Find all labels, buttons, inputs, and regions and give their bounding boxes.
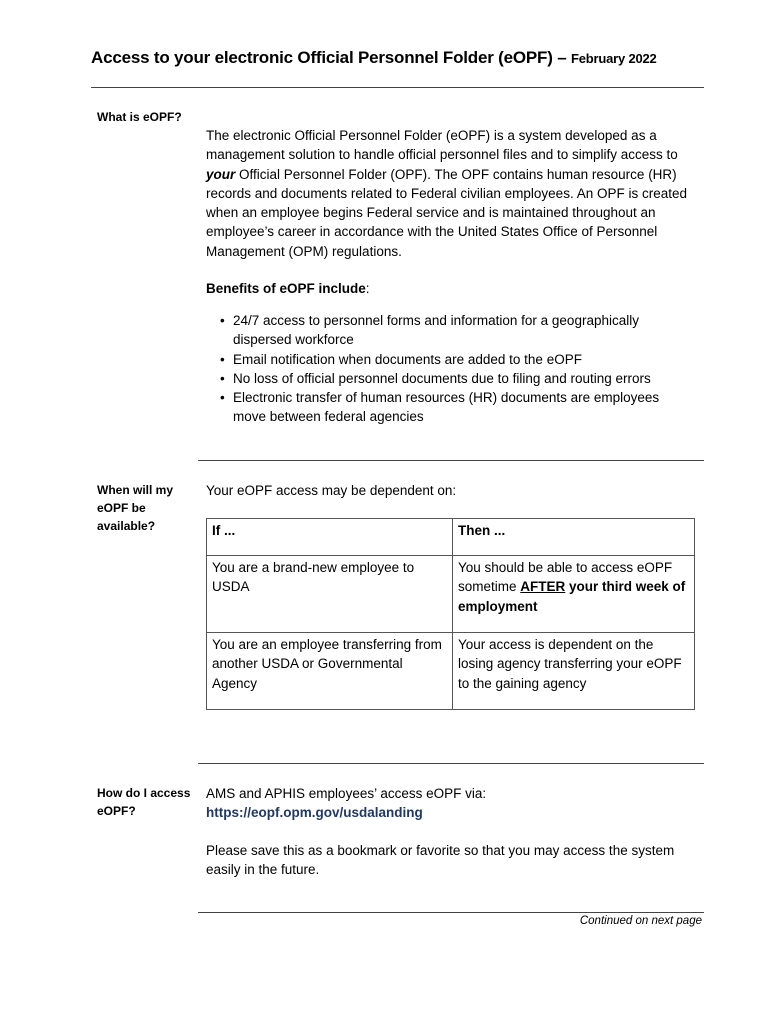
bullet-icon: • [220, 370, 225, 386]
when-label: When will my eOPF be available? [97, 483, 174, 533]
bullet-icon: • [220, 351, 225, 367]
table-cell-if: You are a brand-new employee to USDA [207, 556, 453, 633]
how-label: How do I access eOPF? [97, 786, 191, 818]
list-item [206, 388, 686, 427]
bullet-icon: • [220, 313, 225, 328]
list-item-text: Email notification when documents are added to the eOPF [233, 351, 582, 367]
how-intro [206, 784, 706, 823]
how-intro-text: AMS and APHIS employees’ access eOPF via: [206, 786, 487, 801]
what-label: What is eOPF? [97, 110, 182, 124]
section-rule [198, 763, 704, 764]
continued-note: Continued on next page [579, 915, 702, 927]
what-text-emph: your [206, 166, 236, 182]
list-item [206, 311, 686, 350]
title-text: Access to your electronic Official Personnel Folder (eOPF) – [91, 48, 567, 67]
when-intro: Your eOPF access may be dependent on: [206, 483, 457, 498]
cell-emph: AFTER [520, 579, 566, 595]
page-title [91, 48, 657, 68]
table-header-row [207, 519, 695, 556]
section-rule [198, 912, 704, 913]
table-row [207, 633, 695, 710]
list-item-text: Electronic transfer of human resources (HR) documents are employees move between federal agencies [233, 390, 660, 425]
column-header-then: Then ... [453, 519, 695, 556]
benefits-list [206, 311, 686, 427]
list-item [206, 369, 686, 388]
section-rule [198, 460, 704, 461]
benefits-heading-colon: : [365, 281, 370, 296]
table-cell-then: Your access is dependent on the losing agency transferring your eOPF to the gaining agency [453, 633, 695, 710]
table-cell-if: You are an employee transferring from another USDA or Governmental Agency [207, 633, 453, 710]
table-row [207, 556, 695, 633]
eopf-link[interactable]: https://eopf.opm.gov/usdalanding [206, 805, 423, 821]
column-header-if: If ... [207, 519, 453, 556]
list-item [206, 350, 686, 369]
benefits-heading-text: Benefits of eOPF include [206, 281, 366, 296]
list-item-text: No loss of official personnel documents due to filing and routing errors [233, 370, 651, 386]
what-paragraph [206, 126, 706, 261]
what-text-2: Official Personnel Folder (OPF). The OPF contains human resource (HR) records and documents related to Federal civilian employees. An OPF is created when an employee begins Federal service and is maintained throughout an employee’s career in accordance with the United States Office of Personnel Management (OPM) regulations. [206, 166, 687, 259]
list-item-text: 24/7 access to personnel forms and information for a geographically dispersed workforce [233, 313, 639, 348]
cell-bold: your third week of employment [458, 579, 686, 614]
title-date: February 2022 [571, 51, 657, 66]
how-note: Please save this as a bookmark or favorite so that you may access the system easily in the future. [206, 843, 675, 878]
availability-table [206, 518, 695, 710]
what-text-1: The electronic Official Personnel Folder (eOPF) is a system developed as a management solution to handle official personnel files and to simplify access to [206, 128, 678, 163]
benefits-heading [206, 279, 706, 298]
cell-text: You should be able to access eOPF sometime [458, 560, 673, 595]
bullet-icon: • [220, 390, 225, 406]
header-rule [91, 87, 704, 88]
table-cell-then [453, 556, 695, 633]
